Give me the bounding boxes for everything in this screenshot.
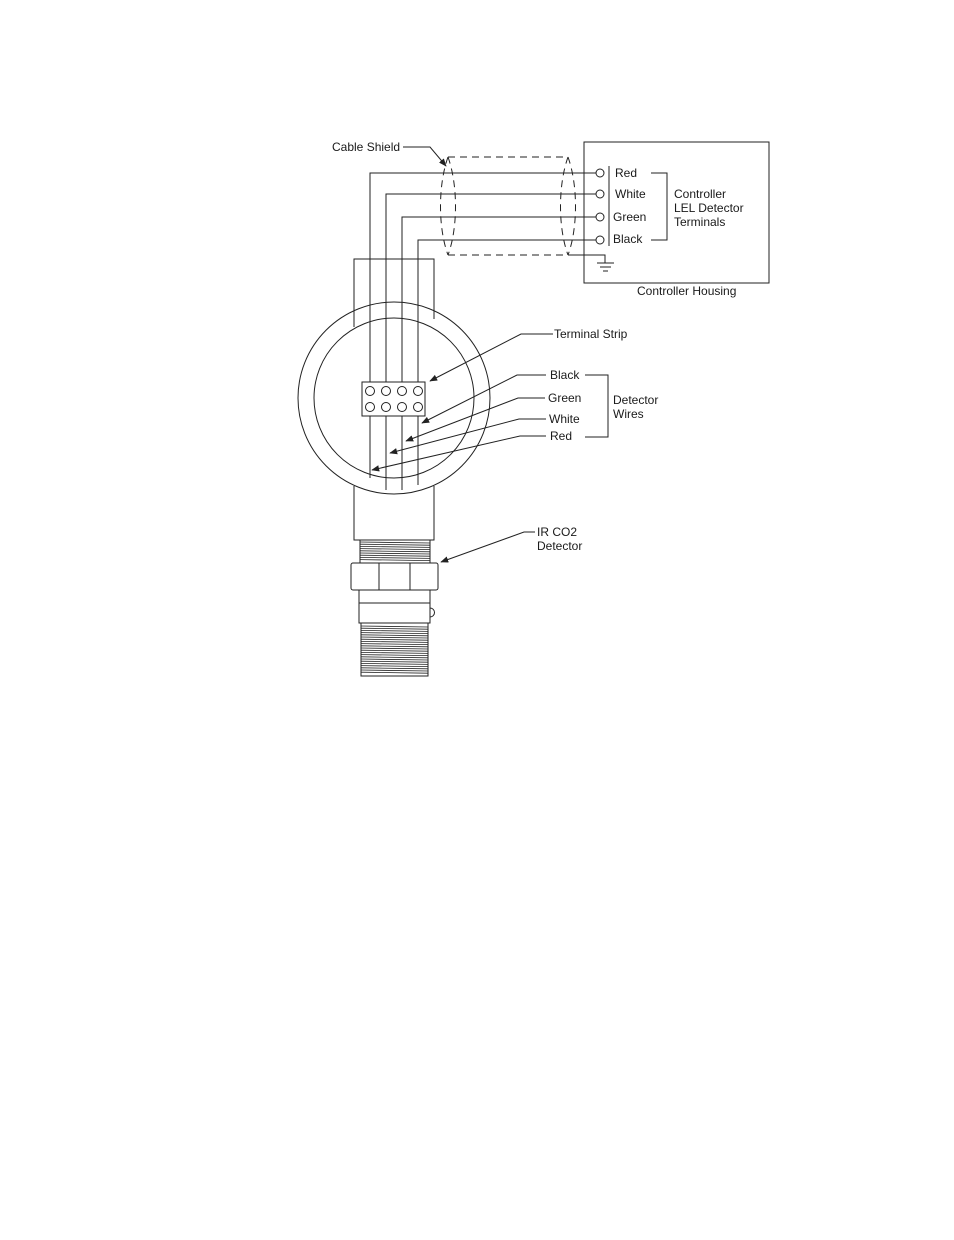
thread-line bbox=[361, 670, 428, 671]
thread-line bbox=[361, 648, 428, 649]
thread-line bbox=[361, 657, 428, 658]
wire-green bbox=[402, 217, 596, 490]
thread-line bbox=[361, 628, 428, 629]
thread-line bbox=[361, 663, 428, 664]
thread-line bbox=[361, 633, 428, 634]
thread-line bbox=[360, 560, 430, 561]
thread-line bbox=[361, 666, 428, 667]
thread-line bbox=[360, 544, 430, 545]
detector-label-2: Detector bbox=[537, 539, 583, 553]
terminal-strip-label: Terminal Strip bbox=[554, 327, 628, 341]
terminal-label-white: White bbox=[615, 187, 646, 201]
thread-line bbox=[361, 652, 428, 653]
thread-line bbox=[360, 546, 430, 547]
thread-line bbox=[360, 557, 430, 558]
detector-leader bbox=[441, 532, 535, 562]
thread-line bbox=[361, 637, 428, 638]
detector-wire-label-red: Red bbox=[550, 429, 573, 443]
detector-wire-label-green: Green bbox=[548, 391, 582, 405]
thread-line bbox=[361, 661, 428, 662]
leader-red bbox=[372, 436, 546, 470]
thread-line bbox=[360, 555, 430, 556]
thread-line bbox=[361, 668, 428, 669]
thread-line bbox=[360, 553, 430, 554]
cable-shield-label: Cable Shield bbox=[332, 140, 401, 154]
terminal-white bbox=[596, 190, 604, 198]
thread-line bbox=[360, 542, 430, 543]
ir-co2-detector bbox=[351, 540, 438, 676]
controller-terminals bbox=[596, 166, 609, 246]
thread-line bbox=[361, 626, 428, 627]
terminal-label-black: Black bbox=[613, 232, 643, 246]
thread-line bbox=[361, 644, 428, 645]
controller-terminals-label-2: LEL Detector bbox=[674, 201, 744, 215]
controller-housing-label: Controller Housing bbox=[637, 284, 737, 298]
detector-wires-label-2: Wires bbox=[613, 407, 644, 421]
terminal-red bbox=[596, 169, 604, 177]
thread-line bbox=[361, 639, 428, 640]
detector-label-1: IR CO2 bbox=[537, 525, 578, 539]
terminal-black bbox=[596, 236, 604, 244]
thread-line bbox=[361, 672, 428, 673]
leader-black bbox=[422, 375, 546, 423]
thread-line bbox=[361, 659, 428, 660]
controller-terminals-label-3: Terminals bbox=[674, 215, 726, 229]
detector-wires-bracket bbox=[585, 375, 608, 437]
cable-shield-leader bbox=[403, 147, 446, 166]
terminal-label-red: Red bbox=[615, 166, 638, 180]
thread-line bbox=[361, 655, 428, 656]
detector-wires-label-1: Detector bbox=[613, 393, 659, 407]
wire-black bbox=[418, 240, 596, 485]
thread-line bbox=[361, 641, 428, 642]
thread-line bbox=[360, 549, 430, 550]
terminal-label-green: Green bbox=[613, 210, 647, 224]
detector-wire-label-black: Black bbox=[550, 368, 580, 382]
ground-symbol bbox=[568, 255, 614, 271]
controller-terminals-bracket bbox=[651, 173, 667, 240]
thread-line bbox=[361, 630, 428, 631]
detector-wire-label-white: White bbox=[549, 412, 580, 426]
terminal-strip-leader bbox=[430, 334, 553, 381]
terminal-green bbox=[596, 213, 604, 221]
thread-line bbox=[361, 646, 428, 647]
thread-line bbox=[361, 650, 428, 651]
thread-line bbox=[360, 551, 430, 552]
terminal-strip bbox=[362, 382, 425, 416]
controller-terminals-label-1: Controller bbox=[674, 187, 727, 201]
thread-line bbox=[361, 635, 428, 636]
